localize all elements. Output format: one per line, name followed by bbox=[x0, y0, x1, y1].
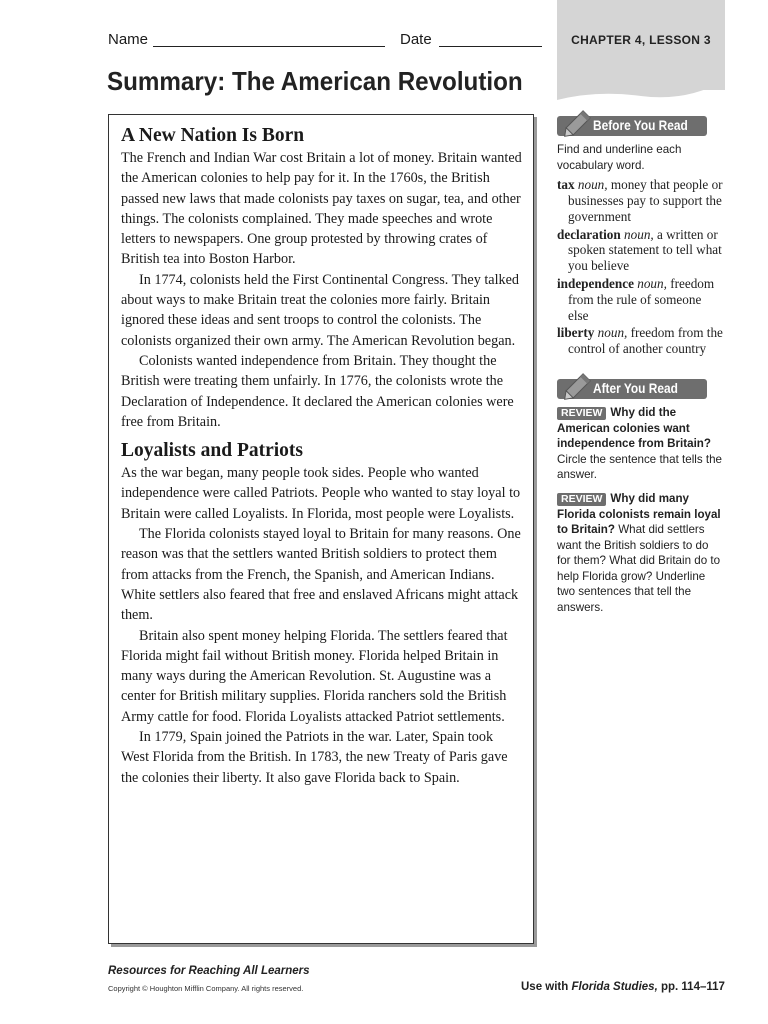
page-title: Summary: The American Revolution bbox=[107, 66, 523, 96]
chapter-tab-curve bbox=[557, 66, 725, 106]
vocab-entry-tax bbox=[557, 177, 725, 224]
review-question-1 bbox=[557, 405, 725, 483]
vocab-pos: noun, bbox=[597, 325, 628, 341]
after-you-read-title: After You Read bbox=[593, 379, 678, 396]
book-title: Florida Studies, bbox=[571, 981, 658, 993]
review-question-2 bbox=[557, 491, 725, 616]
paragraph: The French and Indian War cost Britain a lot of money. Britain wanted the American colonies to help pay for it. In the 1760s, the British passed new laws that made colonists pay taxes on sugar, tea, and other things. The colonists complained. They made speeches and wrote letters to newspapers. One group protested by throwing crates of British tea into Boston Harbor. bbox=[121, 150, 522, 268]
review-badge: REVIEW bbox=[557, 493, 606, 506]
vocab-term: liberty bbox=[557, 325, 595, 341]
vocab-entry-independence bbox=[557, 276, 725, 323]
date-blank-line[interactable] bbox=[439, 46, 542, 47]
use-with-label: Use with bbox=[521, 981, 569, 993]
name-label: Name bbox=[108, 31, 149, 48]
copyright-notice: Copyright © Houghton Mifflin Company. All rights reserved. bbox=[108, 984, 304, 993]
vocab-pos: noun, bbox=[637, 275, 667, 291]
vocab-definition: a written or spoken statement to tell what you believe bbox=[568, 226, 722, 274]
before-you-read-banner bbox=[557, 114, 725, 140]
paragraph: Britain also spent money helping Florida. The settlers feared that Florida might fail without British money. Florida helped Britain in many ways during the American Revolution. St. Augustine was a center for British military supplies. Florida ranchers sold the British Army cattle for food. Florida Loyalists attacked Patriot settlements. bbox=[121, 627, 508, 725]
pencil-icon bbox=[559, 371, 593, 405]
vocab-term: tax bbox=[557, 177, 575, 193]
vocab-term: declaration bbox=[557, 226, 621, 242]
use-with-footer bbox=[521, 981, 725, 993]
paragraph: Colonists wanted independence from Britain. They thought the British were treating them unfairly. In 1776, the colonists wrote the Declaration of Independence. It declared the American colonies were free from Britain. bbox=[121, 352, 514, 430]
vocab-term: independence bbox=[557, 275, 634, 291]
paragraph: In 1779, Spain joined the Patriots in the war. Later, Spain took West Florida from the British. In 1783, the new Treaty of Paris gave the colonies their liberty. It also gave Florida back to Spain. bbox=[121, 729, 508, 786]
review-question-text: Why did many Florida colonists remain loyal to Britain? bbox=[557, 491, 721, 537]
vocab-entry-liberty bbox=[557, 325, 725, 357]
after-you-read-banner bbox=[557, 377, 725, 403]
vocab-pos: noun, bbox=[624, 226, 654, 242]
paragraph: The Florida colonists stayed loyal to Britain for many reasons. One reason was that the settlers wanted British soldiers to protect them from attacks from the French, the Spanish, and American Indians. White settlers also feared that free and enslaved Africans might attack them. bbox=[121, 526, 521, 624]
review-instruction: What did settlers want the British soldiers to do for them? What did Britain do to help Florida grow? Underline two sentences that tell the answers. bbox=[557, 523, 721, 615]
before-you-read-title: Before You Read bbox=[593, 117, 688, 133]
page-range: pp. 114–117 bbox=[660, 981, 725, 993]
summary-content bbox=[121, 124, 523, 788]
review-question-text: Why did the American colonies want independence from Britain? bbox=[557, 405, 711, 451]
name-blank-line[interactable] bbox=[153, 46, 385, 47]
vocab-definition: money that people or businesses pay to support the government bbox=[568, 177, 723, 224]
date-label: Date bbox=[400, 31, 432, 48]
sidebar bbox=[557, 114, 725, 624]
paragraph: In 1774, colonists held the First Continental Congress. They talked about ways to make Britain treat the colonies more fairly. Britain ignored these ideas and sent troops to control the colonists. The colonists organized their own army. The American Revolution began. bbox=[121, 271, 520, 349]
vocab-entry-declaration bbox=[557, 227, 725, 274]
paragraph: As the war began, many people took sides. People who wanted independence were called Patriots. People who wanted to stay loyal to Britain were called Loyalists. In Florida, most people were Loyalists. bbox=[121, 465, 521, 522]
section-heading-loyalists-patriots: Loyalists and Patriots bbox=[121, 440, 304, 462]
vocab-definition: freedom from the control of another country bbox=[568, 325, 723, 357]
pencil-icon bbox=[559, 108, 593, 142]
before-instructions: Find and underline each vocabulary word. bbox=[557, 143, 682, 172]
review-instruction: Circle the sentence that tells the answer. bbox=[557, 452, 722, 482]
section-heading-new-nation: A New Nation Is Born bbox=[121, 125, 305, 146]
chapter-label: CHAPTER 4, LESSON 3 bbox=[571, 33, 711, 47]
review-badge: REVIEW bbox=[557, 407, 606, 420]
resources-footer: Resources for Reaching All Learners bbox=[108, 965, 310, 977]
vocab-definition: freedom from the rule of someone else bbox=[568, 275, 715, 323]
vocab-pos: noun, bbox=[577, 177, 608, 193]
